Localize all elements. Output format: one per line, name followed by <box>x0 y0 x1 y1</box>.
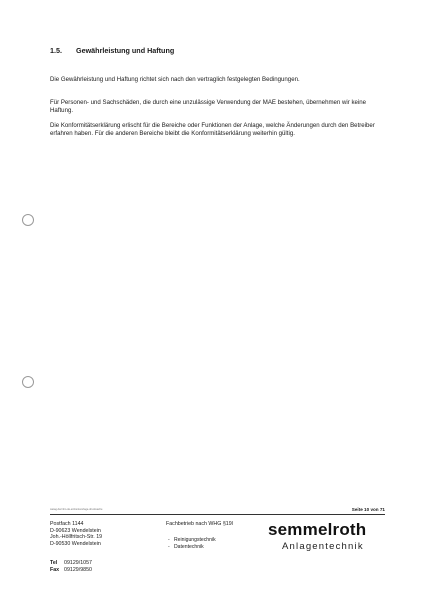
fax-number: 09129/9850 <box>64 566 92 573</box>
address-line: Postfach 1144 <box>50 521 84 527</box>
address-line: Joh.-Höllfritsch-Str. 19 <box>50 534 103 541</box>
address-line: D-90623 Wendelstein <box>50 527 101 534</box>
fax-line <box>50 567 92 574</box>
paragraph-liability: Für Personen- und Sachschäden, die durch eine unzulässige Verwendung der MAE bestehen, übernehmen wir keine Haftung. <box>50 99 367 115</box>
phone-line <box>50 560 92 567</box>
company-logo-text: semmelroth <box>268 520 367 539</box>
section-heading <box>50 46 174 55</box>
punch-hole-mark <box>22 376 34 388</box>
section-title: Gewährleistung und Haftung <box>76 46 175 55</box>
fax-label: Fax <box>50 566 60 573</box>
paragraph-warranty: Die Gewährleistung und Haftung richtet sich nach den vertraglich festgelegten Bedingungen. <box>50 76 300 83</box>
paragraph-conformity: Die Konformitätserklärung erlischt für die Bereiche oder Funktionen der Anlage, welche Änderungen durch den Betreiber erfahren haben. Für die anderen Bereiche bleibt die Konformitätserklärung weiterhin gültig. <box>50 122 375 138</box>
phone-number: 09129/1057 <box>64 560 92 566</box>
company-tagline: Anlagentechnik <box>282 541 364 552</box>
company-contact <box>50 560 92 573</box>
services-list <box>168 537 216 550</box>
footer-footnote: wetag.de/mfm-de-einheitsvorlage-drucksache <box>50 508 103 511</box>
service-item: - Datentechnik <box>168 543 204 550</box>
phone-label: Tel <box>50 560 58 566</box>
section-number: 1.5. <box>50 46 62 55</box>
certification-text: Fachbetrieb nach WHG §19l <box>166 521 233 527</box>
footer-divider <box>50 514 385 515</box>
company-address <box>50 521 102 547</box>
punch-hole-mark <box>22 214 34 226</box>
address-line: D-90530 Wendelstein <box>50 540 101 547</box>
service-item: - Reinigungstechnik <box>168 537 216 543</box>
page-number: Seite 10 von 71 <box>351 507 385 512</box>
